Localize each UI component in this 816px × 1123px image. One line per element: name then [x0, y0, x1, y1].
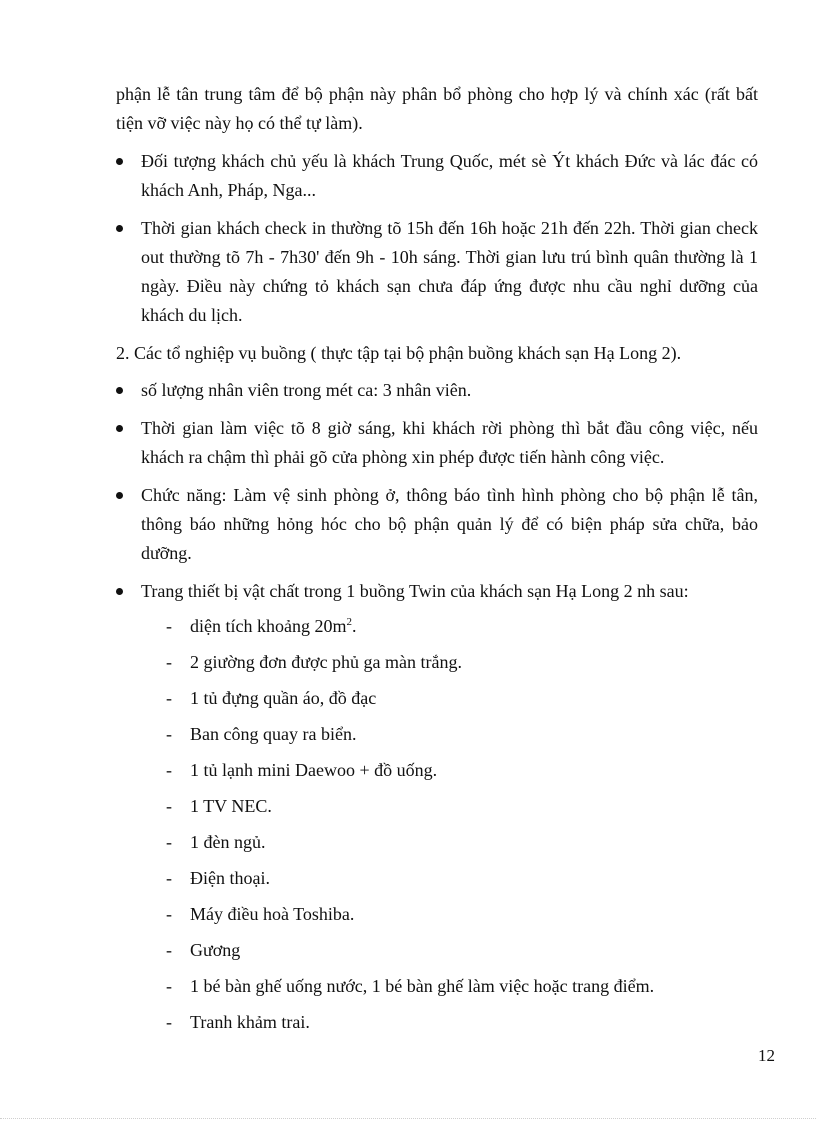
bullet-text: Thời gian làm việc tõ 8 giờ sáng, khi khách rời phòng thì bắt đầu công việc, nếu khách ra chậm thì phải gõ cửa phòng xin phép được tiến hành công việc. [141, 418, 758, 467]
list-item [116, 1004, 758, 1040]
bullet-dot-icon [116, 387, 123, 394]
list-item-text: Điện thoại. [190, 868, 270, 888]
list-item-text: 1 bé bàn ghế uống nước, 1 bé bàn ghế làm việc hoặc trang điểm. [190, 976, 655, 996]
list-item [116, 644, 758, 680]
section-heading: 2. Các tổ nghiệp vụ buồng ( thực tập tại bộ phận buồng khách sạn Hạ Long 2). [116, 343, 682, 363]
dash-marker: - [166, 868, 172, 888]
bullet-text: Trang thiết bị vật chất trong 1 buồng Twin của khách sạn Hạ Long 2 nh sau: [141, 581, 689, 601]
dash-marker: - [166, 760, 172, 780]
bullet-dot-icon [116, 225, 123, 232]
list-item-text: 1 tủ đựng quần áo, đồ đạc [190, 688, 377, 708]
list-item [116, 896, 758, 932]
list-item [116, 608, 758, 644]
list-item [116, 680, 758, 716]
bullet-text: Chức năng: Làm vệ sinh phòng ở, thông báo tình hình phòng cho bộ phận lễ tân, thông báo những hỏng hóc cho bộ phận quản lý để có biện pháp sửa chữa, bảo dưỡng. [141, 485, 758, 563]
dash-marker: - [166, 1012, 172, 1032]
page-number: 12 [758, 1046, 775, 1065]
list-item-text: 1 tủ lạnh mini Daewoo + đồ uống. [190, 760, 438, 780]
intro-paragraph: phận lễ tân trung tâm để bộ phận này phân bổ phòng cho hợp lý và chính xác (rất bất tiện vỡ việc này họ có thể tự làm). [116, 84, 758, 133]
bullet-dot-icon [116, 492, 123, 499]
bullet-dot-icon [116, 588, 123, 595]
bullet-dot-icon [116, 425, 123, 432]
list-item [116, 788, 758, 824]
list-item [116, 932, 758, 968]
list-item-suffix: . [351, 616, 357, 636]
list-item-text: 1 TV NEC. [190, 796, 272, 816]
dash-marker: - [166, 724, 172, 744]
dash-marker: - [166, 652, 172, 672]
list-item-text: Ban công quay ra biển. [190, 724, 357, 744]
list-item [116, 752, 758, 788]
list-item-text: diện tích khoảng 20m [190, 616, 347, 636]
equipment-list [116, 608, 758, 1040]
bullet-item [116, 214, 758, 330]
body-text [116, 80, 758, 1040]
bullet-item [116, 414, 758, 472]
dash-marker: - [166, 976, 172, 996]
dash-marker: - [166, 904, 172, 924]
list-item [116, 860, 758, 896]
list-item [116, 716, 758, 752]
bullet-item [116, 376, 758, 405]
dash-marker: - [166, 796, 172, 816]
bullet-text: Đối tượng khách chủ yếu là khách Trung Quốc, mét sè Ýt khách Đức và lác đác có khách Anh, Pháp, Nga... [141, 151, 758, 200]
list-item [116, 968, 758, 1004]
list-item-text: Tranh khảm trai. [190, 1012, 310, 1032]
dash-marker: - [166, 832, 172, 852]
list-item [116, 824, 758, 860]
bullet-item [116, 577, 758, 606]
dash-marker: - [166, 688, 172, 708]
bullet-item [116, 481, 758, 568]
list-item-text: Gương [190, 940, 241, 960]
dash-marker: - [166, 940, 172, 960]
bullet-dot-icon [116, 158, 123, 165]
bullet-item [116, 147, 758, 205]
bullet-text: Thời gian khách check in thường tõ 15h đến 16h hoặc 21h đến 22h. Thời gian check out thường tõ 7h - 7h30' đến 9h - 10h sáng. Thời gian lưu trú bình quân thường là 1 ngày. Điều này chứng tỏ khách sạn chưa đáp ứng được nhu cầu nghỉ dưỡng của khách du lịch. [141, 218, 758, 325]
list-item-text: 2 giường đơn được phủ ga màn trắng. [190, 652, 463, 672]
list-item-text: Máy điều hoà Toshiba. [190, 904, 355, 924]
list-item-text: 1 đèn ngủ. [190, 832, 266, 852]
footer-divider [0, 1118, 816, 1119]
superscript: 2 [346, 616, 352, 628]
dash-marker: - [166, 616, 172, 636]
bullet-text: số lượng nhân viên trong mét ca: 3 nhân viên. [141, 380, 472, 400]
